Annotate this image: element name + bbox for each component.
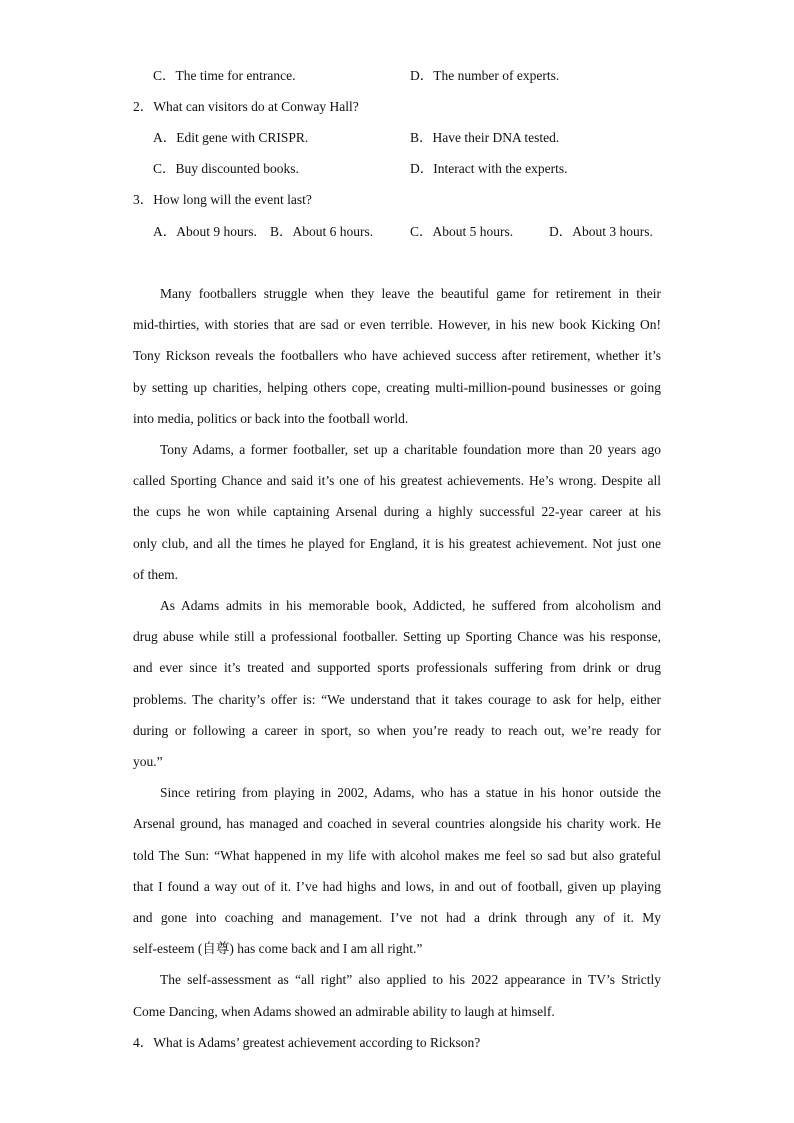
paragraph-line: As Adams admits in his memorable book, Addicted, he suffered from alcoholism and	[160, 598, 661, 613]
paragraph-line: told The Sun: “What happened in my life with alcohol makes me feel so sad but also grateful	[133, 848, 661, 863]
paragraph-line: you.”	[133, 754, 163, 769]
paragraph-line: of them.	[133, 567, 178, 582]
q3-option-b: B．About 6 hours.	[270, 224, 374, 239]
paragraph-line: Many footballers struggle when they leave the beautiful game for retirement in their	[160, 286, 661, 301]
q2-option-a: A．Edit gene with CRISPR.	[153, 130, 309, 145]
q1-option-d: D．The number of experts.	[410, 68, 560, 83]
paragraph-line: only club, and all the times he played for England, it is his greatest achievement. Not just one	[133, 536, 661, 551]
paragraph-line: Since retiring from playing in 2002, Adams, who has a statue in his honor outside the	[160, 785, 661, 800]
paragraph-line: Arsenal ground, has managed and coached in several countries alongside his charity work. He	[133, 816, 661, 831]
paragraph-line: by setting up charities, helping others cope, creating multi-million-pound businesses or going	[133, 380, 661, 395]
q3-stem: 3．How long will the event last?	[133, 192, 312, 207]
q2-option-b: B．Have their DNA tested.	[410, 130, 560, 145]
paragraph-line: drug abuse while still a professional footballer. Setting up Sporting Chance was his response,	[133, 629, 661, 644]
q2-stem: 2．What can visitors do at Conway Hall?	[133, 99, 359, 114]
paragraph-line: Tony Rickson reveals the footballers who have achieved success after retirement, whether it’s	[133, 348, 661, 363]
paragraph-line: The self-assessment as “all right” also applied to his 2022 appearance in TV’s Strictly	[160, 972, 661, 987]
q4-stem: 4．What is Adams’ greatest achievement according to Rickson?	[133, 1035, 481, 1050]
paragraph-line: into media, politics or back into the football world.	[133, 411, 409, 426]
q1-option-c: C．The time for entrance.	[153, 68, 296, 83]
q3-option-c: C．About 5 hours.	[410, 224, 514, 239]
paragraph-line: self-esteem (自尊) has come back and I am all right.”	[133, 941, 423, 956]
q3-option-d: D．About 3 hours.	[549, 224, 653, 239]
paragraph-line: and ever since it’s treated and supported sports professionals suffering from drink or drug	[133, 660, 661, 675]
paragraph-line: and gone into coaching and management. I’ve not had a drink through any of it. My	[133, 910, 661, 925]
q3-option-a: A．About 9 hours.	[153, 224, 257, 239]
paragraph-line: that I found a way out of it. I’ve had highs and lows, in and out of football, given up playing	[133, 879, 661, 894]
paragraph-line: Come Dancing, when Adams showed an admirable ability to laugh at himself.	[133, 1004, 555, 1019]
paragraph-line: the cups he won while captaining Arsenal during a highly successful 22-year career at his	[133, 504, 661, 519]
paragraph-line: during or following a career in sport, so when you’re ready to reach out, we’re ready for	[133, 723, 661, 738]
paragraph-line: mid-thirties, with stories that are sad or even terrible. However, in his new book Kicking On!	[133, 317, 661, 332]
paragraph-line: problems. The charity’s offer is: “We understand that it takes courage to ask for help, either	[133, 692, 661, 707]
paragraph-line: Tony Adams, a former footballer, set up a charitable foundation more than 20 years ago	[160, 442, 661, 457]
paragraph-line: called Sporting Chance and said it’s one of his greatest achievements. He’s wrong. Despite all	[133, 473, 661, 488]
q2-option-d: D．Interact with the experts.	[410, 161, 568, 176]
q2-option-c: C．Buy discounted books.	[153, 161, 299, 176]
